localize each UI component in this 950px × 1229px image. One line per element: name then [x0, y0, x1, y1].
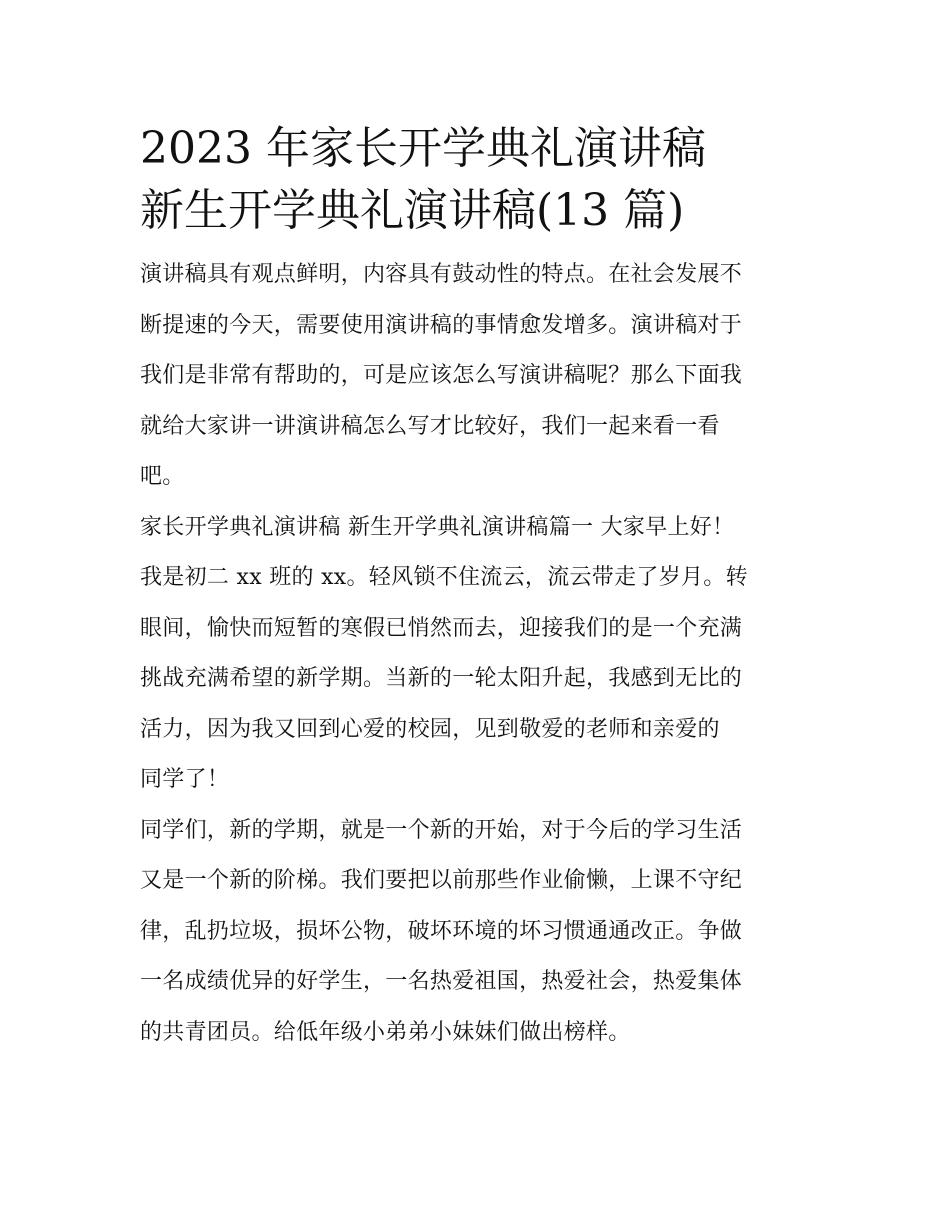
paragraph-speech-body: 同学们，新的学期，就是一个新的开始，对于今后的学习生活 又是一个新的阶梯。我们要把以前那些作业偷懒，上课不守纪 律，乱扔垃圾，损坏公物，破坏环境的坏习惯通通改正。争做 一名成绩优异的好学生，一名热爱祖国，热爱社会，热爱集体 的共青团员。给低年级小弟弟小妹妹们做出榜样。: [140, 817, 743, 1045]
document-title: [140, 118, 820, 242]
document-page: [140, 118, 820, 1058]
paragraph-intro: 演讲稿具有观点鲜明，内容具有鼓动性的特点。在社会发展不 断提速的今天，需要使用演讲稿的事情愈发增多。演讲稿对于 我们是非常有帮助的，可是应该怎么写演讲稿呢？那么下面我 就给大家讲一讲演讲稿怎么写才比较好，我们一起来看一看 吧。: [140, 262, 743, 489]
paragraph-speech-opening: 家长开学典礼演讲稿 新生开学典礼演讲稿篇一 大家早上好！ 我是初二 xx 班的 xx。轻风锁不住流云，流云带走了岁月。转 眼间，愉快而短暂的寒假已悄然而去，迎接我们的是一个充满 挑战充满希望的新学期。当新的一轮太阳升起，我感到无比的 活力，因为我又回到心爱的校园，见到敬爱的老师和亲爱的 同学了！: [140, 514, 748, 792]
title-line-2: 新生开学典礼演讲稿(13 篇): [140, 185, 685, 236]
title-line-1: 2023 年家长开学典礼演讲稿: [140, 123, 706, 174]
